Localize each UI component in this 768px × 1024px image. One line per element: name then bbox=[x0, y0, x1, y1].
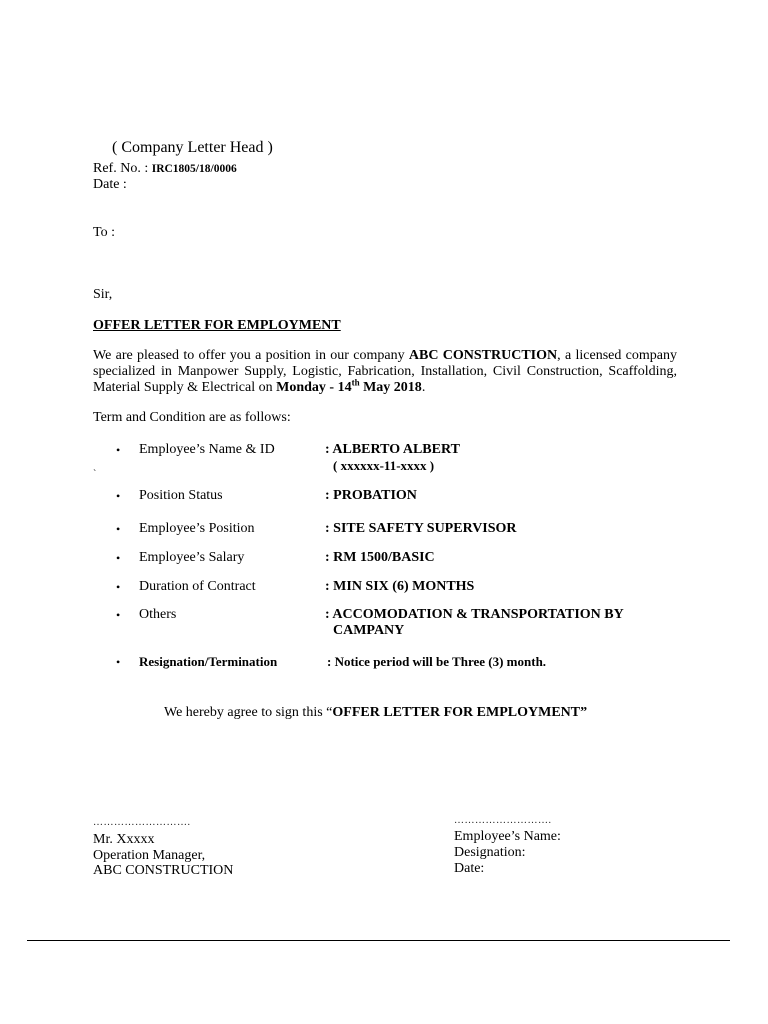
signatory-name: Mr. Xxxxx bbox=[93, 832, 155, 847]
term-value: : MIN SIX (6) MONTHS bbox=[325, 579, 475, 594]
agreement-prefix: We hereby agree to sign this “ bbox=[164, 705, 333, 720]
signature-line: ………………………. bbox=[93, 817, 191, 828]
start-date-month-year: May 2018 bbox=[359, 380, 422, 395]
term-label: Employee’s Name & ID bbox=[139, 442, 275, 457]
term-label: Position Status bbox=[139, 488, 223, 503]
term-value: : SITE SAFETY SUPERVISOR bbox=[325, 521, 517, 536]
employee-designation-field: Designation: bbox=[454, 845, 526, 860]
term-label: Duration of Contract bbox=[139, 579, 256, 594]
term-value-continued: CAMPANY bbox=[333, 623, 405, 638]
intro-text-1: We are pleased to offer you a position in our company bbox=[93, 348, 409, 363]
start-date bbox=[276, 377, 422, 395]
employee-name-field: Employee’s Name: bbox=[454, 829, 561, 844]
term-value: : PROBATION bbox=[325, 488, 417, 503]
intro-text-2: , a licensed company specialized in Manpower Supply, Logistic, Fabrication, Installation, Civil Construction, Scaffolding, Material Supply & Electrical on bbox=[93, 348, 677, 395]
company-letterhead-placeholder: ( Company Letter Head ) bbox=[112, 139, 273, 156]
term-value: : RM 1500/BASIC bbox=[325, 550, 435, 565]
term-label: Others bbox=[139, 607, 177, 622]
intro-paragraph bbox=[93, 348, 677, 396]
bullet-icon: • bbox=[116, 443, 121, 457]
bullet-icon: • bbox=[116, 655, 121, 669]
bullet-icon: • bbox=[116, 551, 121, 565]
reference-line bbox=[93, 161, 237, 177]
letter-subject: OFFER LETTER FOR EMPLOYMENT bbox=[93, 318, 341, 333]
terms-heading: Term and Condition are as follows: bbox=[93, 410, 291, 425]
company-name: ABC CONSTRUCTION bbox=[408, 348, 558, 363]
term-value: : Notice period will be Three (3) month. bbox=[327, 654, 547, 669]
bullet-icon: • bbox=[116, 608, 121, 622]
term-label: Employee’s Salary bbox=[139, 550, 245, 565]
intro-end: . bbox=[421, 380, 426, 395]
agreement-document: OFFER LETTER FOR EMPLOYMENT” bbox=[332, 705, 588, 720]
term-label: Resignation/Termination bbox=[139, 654, 278, 669]
bullet-icon: • bbox=[116, 580, 121, 594]
reference-label: Ref. No. : bbox=[93, 161, 152, 176]
stray-mark: ` bbox=[93, 469, 97, 480]
signature-line: ………………………. bbox=[454, 815, 552, 826]
term-value: : ACCOMODATION & TRANSPORTATION BY bbox=[325, 607, 624, 622]
page-footer-divider bbox=[27, 940, 730, 941]
date-line: Date : bbox=[93, 177, 127, 192]
start-date-day: Monday - 14 bbox=[276, 380, 352, 395]
term-value: : ALBERTO ALBERT bbox=[325, 442, 460, 457]
reference-number: IRC1805/18/0006 bbox=[151, 163, 237, 175]
term-value-continued: ( xxxxxx-11-xxxx ) bbox=[333, 458, 435, 473]
salutation: Sir, bbox=[93, 287, 113, 302]
recipient-line: To : bbox=[93, 225, 115, 240]
employee-date-field: Date: bbox=[454, 861, 485, 876]
bullet-icon: • bbox=[116, 522, 121, 536]
signatory-title: Operation Manager, bbox=[93, 848, 206, 863]
signatory-company: ABC CONSTRUCTION bbox=[93, 863, 234, 878]
agreement-statement bbox=[164, 705, 587, 721]
start-date-suffix: th bbox=[351, 377, 360, 388]
bullet-icon: • bbox=[116, 489, 121, 503]
term-label: Employee’s Position bbox=[139, 521, 255, 536]
